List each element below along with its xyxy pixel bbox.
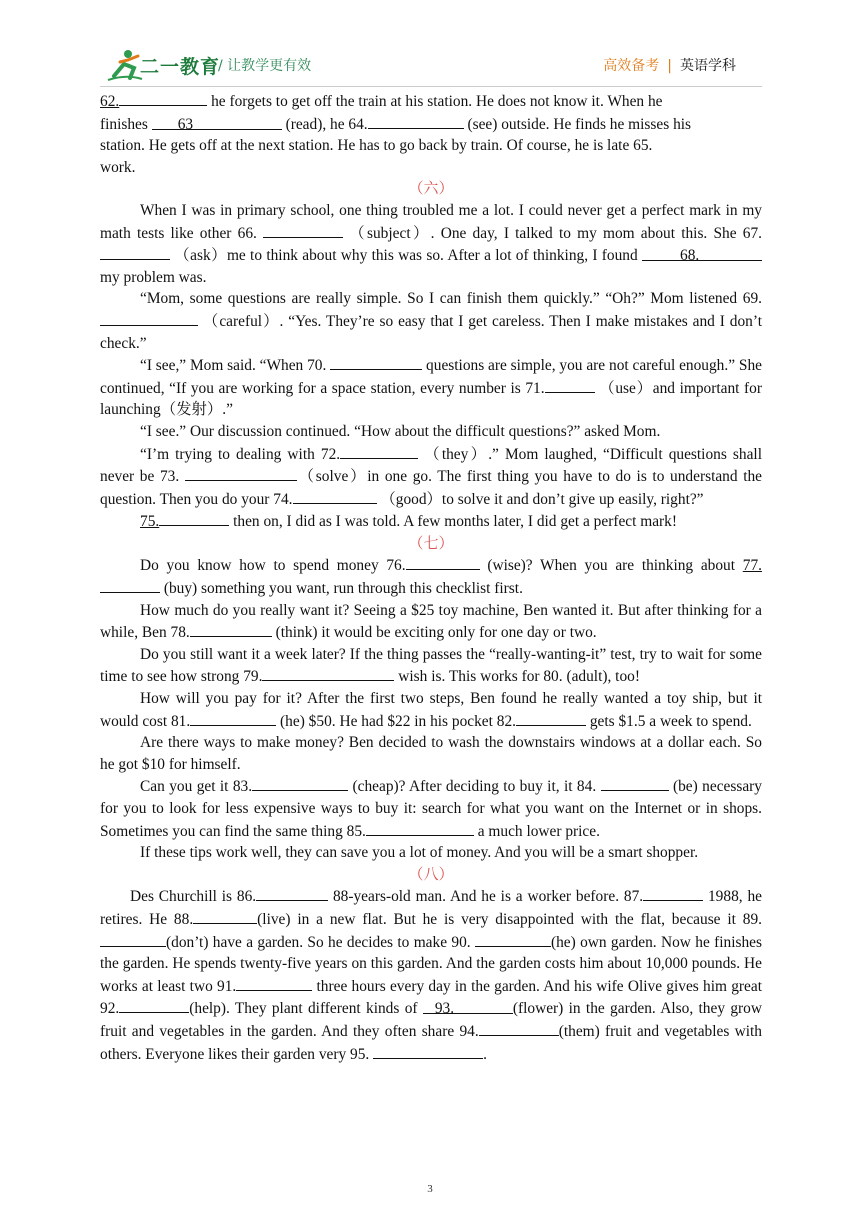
blank-81 [190,710,276,726]
section-title-8: （八） [408,864,454,883]
blank-74 [293,488,377,504]
blank-77-label: 77. [742,557,762,575]
blank-69 [100,310,198,326]
passage6-para1: When I was in primary school, one thing troubled me a lot. I could never get a perfect mark in my math tests like other 66. （subject）. One day, I talked to my mom about this. She 67. （ask）me to think about why this was so. After a lot of thinking, I found 68. my problem was. [100,201,762,286]
passage7-para4: How will you pay for it? After the first two steps, Ben found he really wanted a toy ship, but it would cost 81. (he) $50. He had $22 in his pocket 82. gets $1.5 a week to spend. [100,690,762,730]
blank-62 [119,90,207,106]
blank-67 [100,244,170,260]
passage7-para1: Do you know how to spend money 76. (wise)? When you are thinking about 77. (buy) something you want, run through this checklist first. [100,554,762,599]
blank-95 [373,1043,483,1059]
slogan: / 让教学更有效 [218,58,312,74]
blank-90 [475,931,551,947]
blank-75-label: 75. [140,513,160,531]
blank-89 [100,931,166,947]
blank-64 [368,113,464,129]
passage5-line4: work. [100,158,136,176]
blank-63: 63 [152,114,282,130]
passage6-para3: “I see,” Mom said. “When 70. questions are simple, you are not careful enough.” She continued, “If you are working for a space station, every number is 71. （use）and important for launching（发射）.” [100,354,762,421]
passage5-line3: station. He gets off at the next station. He has to go back by train. Of course, he is late 65. [100,137,653,155]
passage6-para5: “I’m trying to dealing with 72. （they）.” Mom laughed, “Difficult questions shall never be 73. （solve）in one go. The first thing you have to do is to understand the question. Then you do your 74. （good）to solve it and don’t give up easily, right?” [100,443,762,511]
blank-76 [406,554,480,570]
blank-93: 93. [423,998,513,1014]
blank-62-label: 62. [100,93,120,110]
blank-94 [479,1020,559,1036]
blank-70 [330,354,422,370]
blank-85 [366,820,474,836]
passage6-para4: “I see.” Our discussion continued. “How about the difficult questions?” asked Mom. [140,422,661,440]
header-rule [100,86,762,87]
blank-73 [185,465,297,481]
passage7-para6: Can you get it 83. (cheap)? After deciding to buy it, it 84. (be) necessary for you to look for less expensive ways to buy it: search for what you want on the Internet or in shops. Sometimes you can find the same thing 85. a much lower price. [100,775,762,842]
logo-text: 二一教育 [140,56,221,78]
blank-86 [256,885,328,901]
passage6-para6: 75. then on, I did as I was told. A few months later, I did get a perfect mark! [100,510,762,533]
blank-78 [190,621,272,637]
blank-68: 68. [642,245,762,261]
header-right [603,55,736,75]
section-title-6: （六） [408,179,454,198]
blank-72 [340,443,418,459]
blank-88 [193,908,257,924]
blank-82 [516,710,586,726]
passage8-para1: Des Churchill is 86. 88-years-old man. And he is a worker before. 87. 1988, he retires. He 88. (live) in a new flat. But he is very disappointed with the flat, because it 89.(don’t) have a garden. So he decides to make 90. (he) own garden. Now he finishes the garden. He spends twenty-five years on this garden. And the garden costs him about 10,000 pounds. He works at least two 91. three hours every day in the garden. And his wife Olive gives him great 92. (help). They plant different kinds of 93. (flower) in the garden. Also, they grow fruit and vegetables in the garden. And they often share 94. (them) fruit and vegetables with others. Everyone likes their garden very 95. . [100,885,762,1065]
passage7-para2: How much do you really want it? Seeing a $25 toy machine, Ben wanted it. But after thinking for a while, Ben 78. (think) it would be exciting only for one day or two. [100,601,762,642]
blank-75 [159,510,229,526]
passage5-line2: finishes 63 (read), he 64. (see) outside. He finds he misses his [100,113,762,136]
document-body [100,90,762,1065]
passage7-para7: If these tips work well, they can save you a lot of money. And you will be a smart shopper. [140,844,699,862]
passage7-para3: Do you still want it a week later? If the thing passes the “really-wanting-it” test, try to wait for some time to see how strong 79. wish is. This works for 80. (adult), too! [100,645,762,686]
passage5-line1: 62. he forgets to get off the train at his station. He does not know it. When he [100,90,762,113]
page-header [0,0,860,88]
subject-label: 英语学科 [680,58,736,74]
blank-77 [100,577,160,593]
blank-84 [601,775,669,791]
blank-91 [236,975,312,991]
header-label: 高效备考 [603,58,660,74]
blank-92 [119,997,189,1013]
blank-87 [643,885,703,901]
blank-71 [545,377,595,393]
passage6-para2: “Mom, some questions are really simple. So I can finish them quickly.” “Oh?” Mom listened 69. （careful）. “Yes. They’re so easy that I get careless. Then I make mistakes and I don’t check.” [100,290,762,352]
blank-79 [262,665,394,681]
passage7-para5: Are there ways to make money? Ben decided to wash the downstairs windows at a dollar each. So he got $10 for himself. [100,734,762,773]
blank-83 [252,775,348,791]
header-divider: | [667,58,672,74]
section-title-7: （七） [408,533,454,552]
page-number: 3 [427,1183,433,1195]
blank-66 [263,222,343,238]
